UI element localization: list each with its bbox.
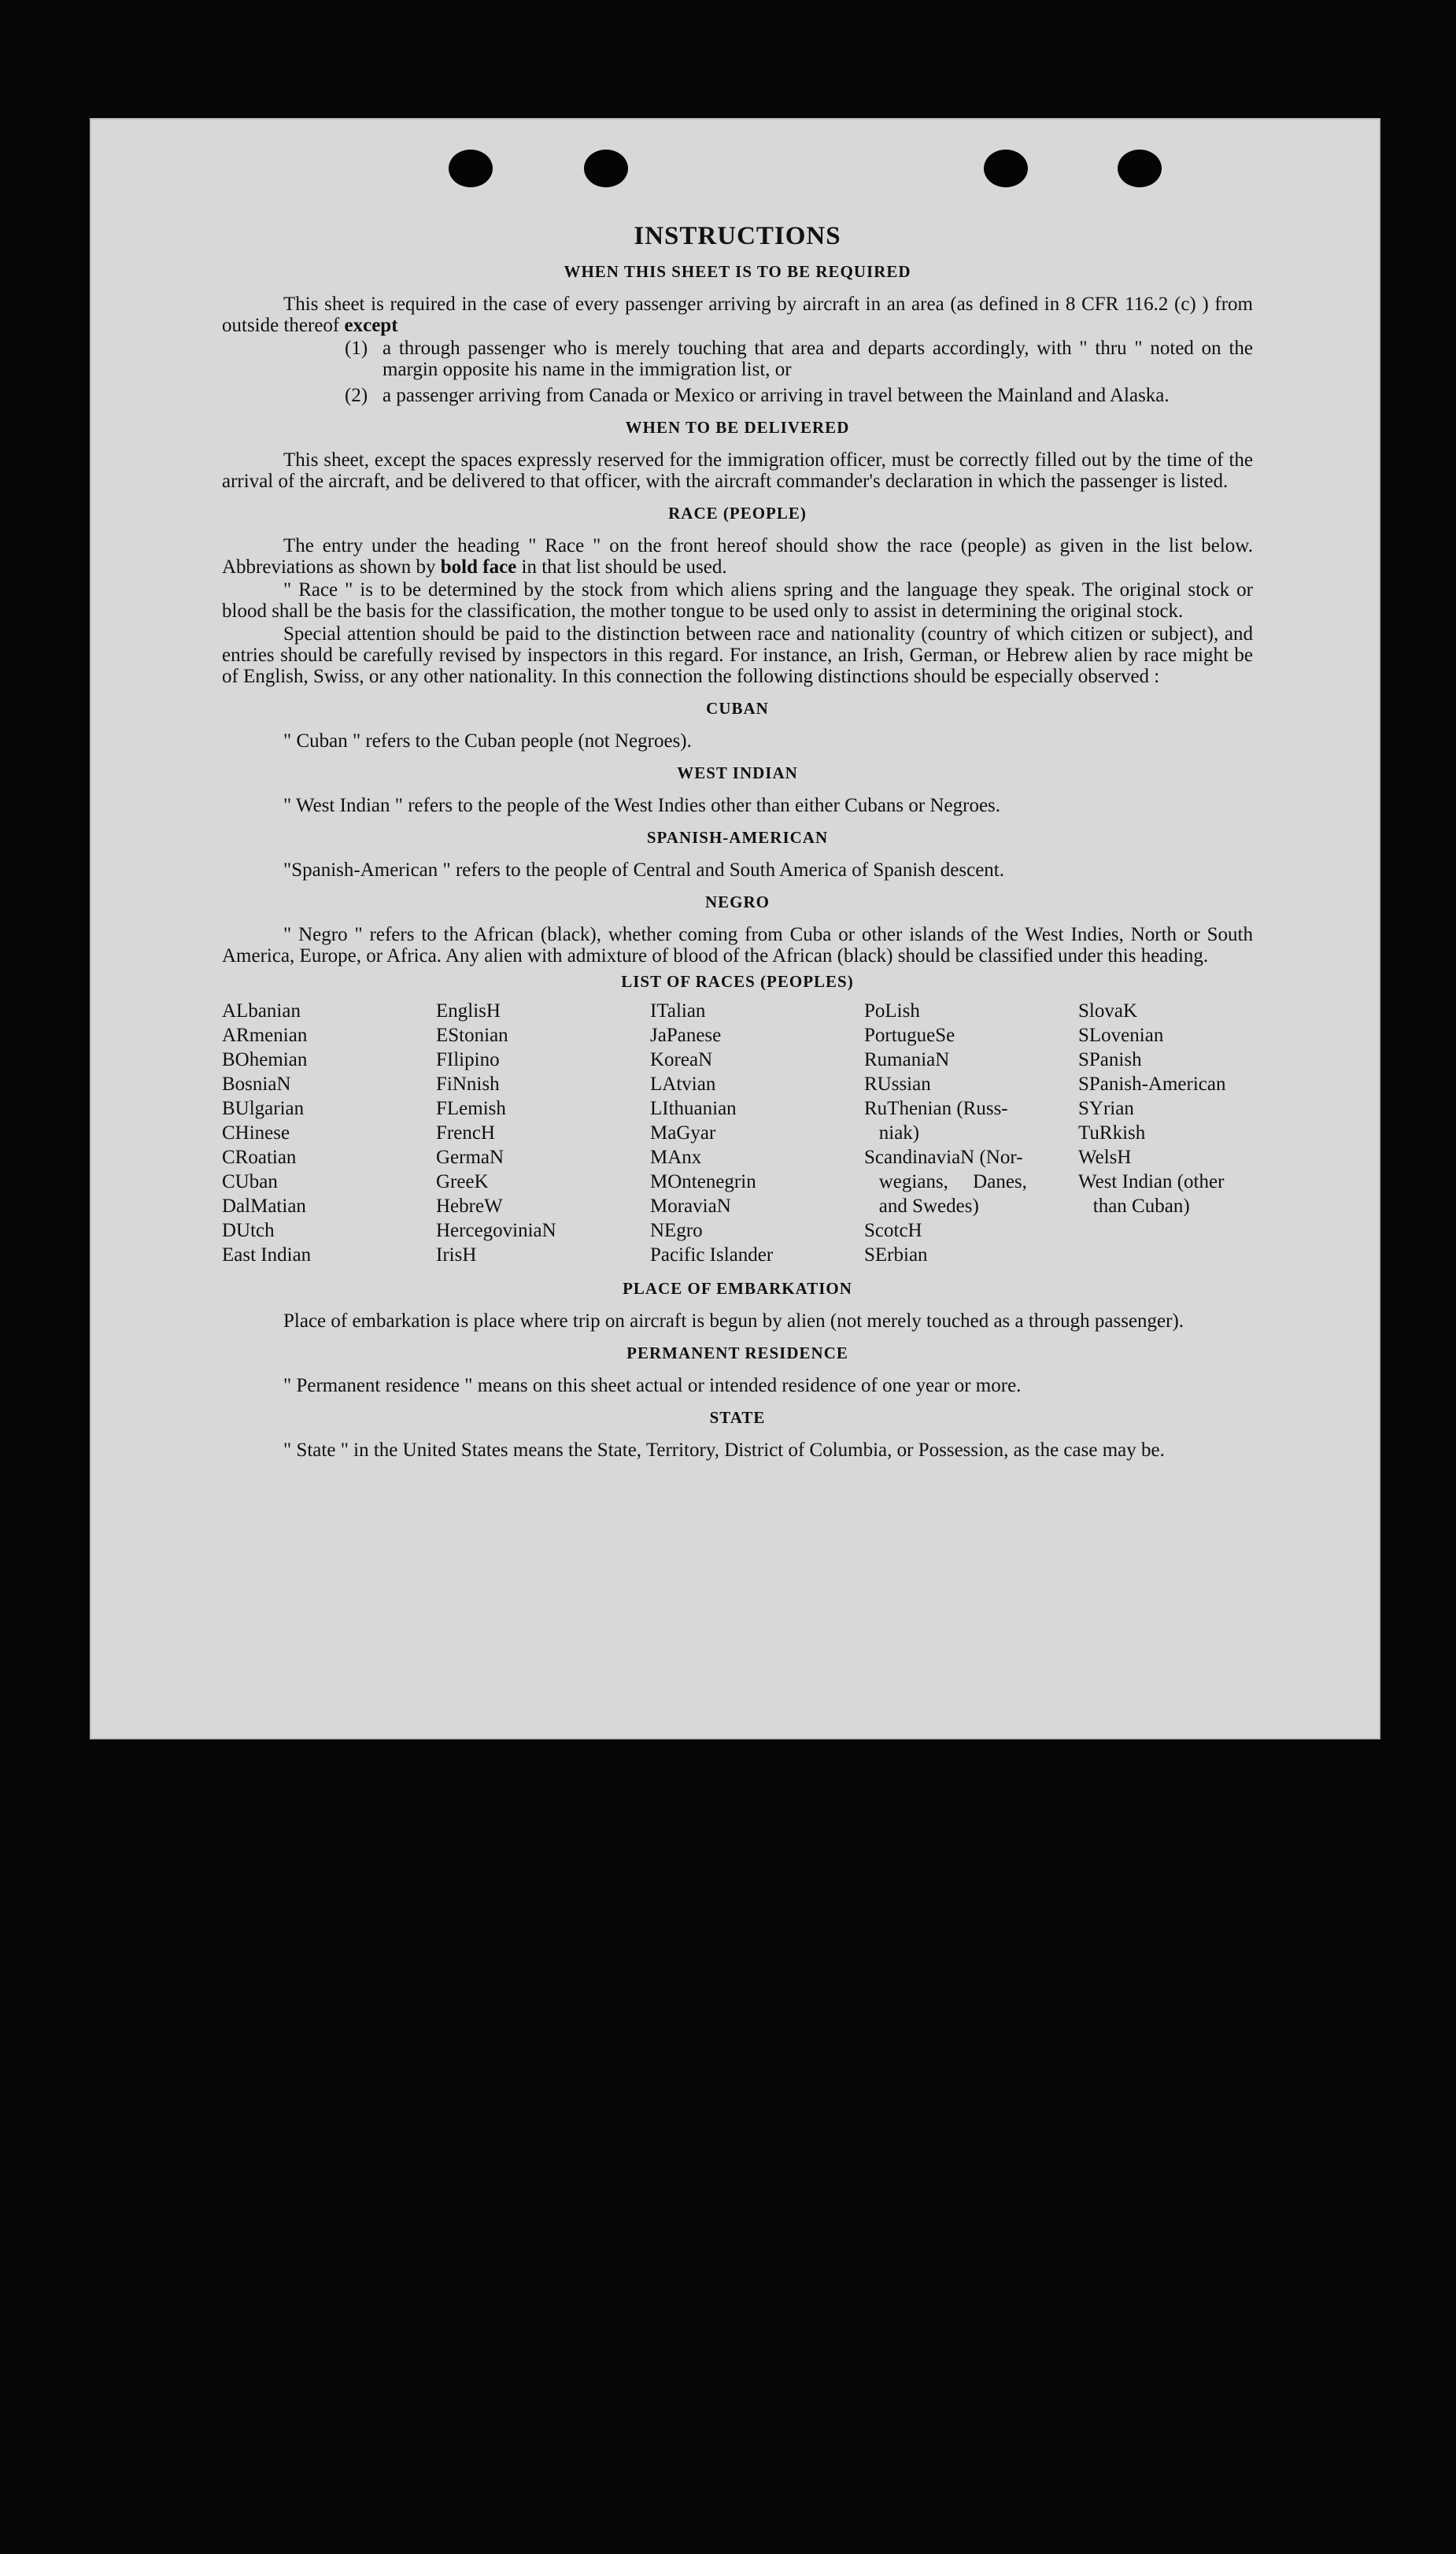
section-heading: NEGRO <box>704 893 770 911</box>
race-item: KoreaN <box>650 1049 713 1070</box>
section-heading: SPANISH-AMERICAN <box>646 828 829 847</box>
race-item: CHinese <box>222 1122 290 1144</box>
race-item: SPanish <box>1078 1049 1142 1070</box>
race-item: GreeK <box>436 1171 489 1192</box>
race-item: HebreW <box>436 1196 503 1217</box>
race-item: BOhemian <box>222 1049 308 1070</box>
race-item: SlovaK <box>1078 1000 1137 1022</box>
race-item: ScandinaviaN (Nor- <box>864 1147 1023 1168</box>
section-heading: STATE <box>709 1408 766 1427</box>
race-item: WelsH <box>1078 1147 1132 1168</box>
paragraph: This sheet, except the spaces expressly reserved for the immigration officer, must be correctly filled out by the time of the arrival of the aircraft, and be delivered to that officer, with the aircraft commander's declaration in which the passenger is listed. <box>222 449 1253 492</box>
paragraph: Special attention should be paid to the distinction between race and nationality (country of which citizen or subject), and entries should be carefully revised by inspectors in this regard. For instance, an Irish, German, or Hebrew alien by race might be of English, Swiss, or any other nationality. In this connection the following distinctions should be especially observed : <box>222 623 1253 687</box>
race-item: ARmenian <box>222 1025 308 1046</box>
race-item: ALbanian <box>222 1000 301 1022</box>
paragraph: " Cuban " refers to the Cuban people (not Negroes). <box>283 730 692 752</box>
exception-item: (2) a passenger arriving from Canada or Mexico or arriving in travel between the Mainland and Alaska. <box>345 385 1170 406</box>
race-item: SYrian <box>1078 1098 1134 1119</box>
race-item: niak) <box>864 1122 920 1144</box>
race-item: FIlipino <box>436 1049 500 1070</box>
race-item: HercegoviniaN <box>436 1220 556 1241</box>
section-heading: WHEN THIS SHEET IS TO BE REQUIRED <box>564 262 911 281</box>
race-item: NEgro <box>650 1220 703 1241</box>
race-item: East Indian <box>222 1244 312 1266</box>
race-item: JaPanese <box>650 1025 722 1046</box>
punch-hole <box>1118 150 1162 187</box>
race-item: and Swedes) <box>864 1196 979 1217</box>
race-item: MoraviaN <box>650 1196 731 1217</box>
race-item: TuRkish <box>1078 1122 1146 1144</box>
race-item: DUtch <box>222 1220 275 1241</box>
paragraph: "Spanish-American " refers to the people of Central and South America of Spanish descent. <box>283 859 1004 881</box>
race-item: CUban <box>222 1171 278 1192</box>
paragraph: " Permanent residence " means on this sheet actual or intended residence of one year or more. <box>283 1375 1022 1396</box>
section-heading: WHEN TO BE DELIVERED <box>625 418 850 437</box>
paragraph: " West Indian " refers to the people of the West Indies other than either Cubans or Negroes. <box>283 795 1001 816</box>
races-list <box>222 999 1253 1267</box>
paragraph: " Race " is to be determined by the stock from which aliens spring and the language they speak. The original stock or blood shall be the basis for the classification, the mother tongue to be used only to assist in determining the original stock. <box>222 579 1253 622</box>
race-item: CRoatian <box>222 1147 297 1168</box>
race-item: GermaN <box>436 1147 504 1168</box>
race-item: MOntenegrin <box>650 1171 756 1192</box>
paragraph: " Negro " refers to the African (black), whether coming from Cuba or other islands of the West Indies, North or South America, Europe, or Africa. Any alien with admixture of blood of the African (black) should be classified under this heading. <box>222 924 1253 967</box>
race-item: wegians, Danes, <box>864 1171 1027 1192</box>
race-item: MaGyar <box>650 1122 716 1144</box>
race-item: EnglisH <box>436 1000 501 1022</box>
paragraph: The entry under the heading " Race " on the front hereof should show the race (people) as given in the list below. Abbreviations as shown by bold face in that list should be used. <box>222 535 1253 578</box>
race-item: RuThenian (Russ- <box>864 1098 1008 1119</box>
punch-hole <box>449 150 493 187</box>
paragraph: This sheet is required in the case of every passenger arriving by aircraft in an area (as defined in 8 CFR 116.2 (c) ) from outside thereof except <box>222 294 1253 336</box>
race-item: DalMatian <box>222 1196 306 1217</box>
race-item: FrencH <box>436 1122 495 1144</box>
document-sheet <box>90 118 1380 1739</box>
race-item: LIthuanian <box>650 1098 737 1119</box>
race-item: PortugueSe <box>864 1025 955 1046</box>
race-item: PoLish <box>864 1000 920 1022</box>
paragraph: " State " in the United States means the State, Territory, District of Columbia, or Possession, as the case may be. <box>283 1440 1165 1461</box>
race-item: LAtvian <box>650 1074 716 1095</box>
races-column <box>1078 999 1253 1267</box>
race-item: RumaniaN <box>864 1049 950 1070</box>
race-item: MAnx <box>650 1147 702 1168</box>
races-column <box>436 999 650 1267</box>
race-item: FLemish <box>436 1098 506 1119</box>
races-column <box>222 999 436 1267</box>
section-heading: WEST INDIAN <box>677 763 798 782</box>
race-item: ScotcH <box>864 1220 922 1241</box>
race-item: SPanish-American <box>1078 1074 1226 1095</box>
section-heading: PERMANENT RESIDENCE <box>626 1344 848 1362</box>
race-item: FiNnish <box>436 1074 500 1095</box>
race-item: SLovenian <box>1078 1025 1164 1046</box>
race-item: than Cuban) <box>1078 1196 1190 1217</box>
page-title: INSTRUCTIONS <box>634 222 841 250</box>
punch-hole <box>584 150 628 187</box>
document-body <box>222 220 1253 1462</box>
section-heading: CUBAN <box>706 699 769 718</box>
race-item: BosniaN <box>222 1074 291 1095</box>
punch-hole <box>984 150 1028 187</box>
race-item: EStonian <box>436 1025 508 1046</box>
race-item: ITalian <box>650 1000 706 1022</box>
races-column <box>650 999 864 1267</box>
section-heading: LIST OF RACES (PEOPLES) <box>621 972 854 991</box>
exception-item: (1) a through passenger who is merely touching that area and departs accordingly, with " thru " noted on the margin opposite his name in the immigration list, or <box>345 338 1253 380</box>
paragraph: Place of embarkation is place where trip on aircraft is begun by alien (not merely touched as a through passenger). <box>283 1310 1184 1332</box>
race-item: Pacific Islander <box>650 1244 774 1266</box>
section-heading: PLACE OF EMBARKATION <box>623 1279 852 1298</box>
races-column <box>864 999 1078 1267</box>
race-item: RUssian <box>864 1074 931 1095</box>
section-heading: RACE (PEOPLE) <box>668 504 807 523</box>
race-item: IrisH <box>436 1244 477 1266</box>
race-item: West Indian (other <box>1078 1171 1225 1192</box>
race-item: BUlgarian <box>222 1098 305 1119</box>
race-item: SErbian <box>864 1244 928 1266</box>
